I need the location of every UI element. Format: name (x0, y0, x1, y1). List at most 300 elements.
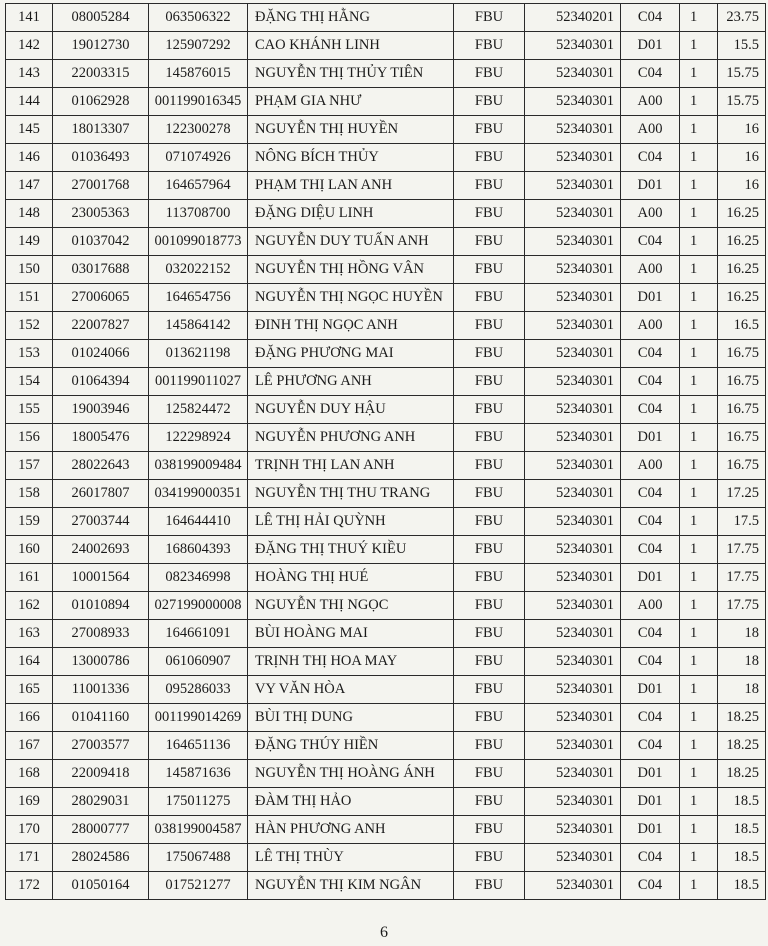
name-cell: NGUYỄN THỊ NGỌC HUYỀN (248, 284, 454, 312)
subject-group-cell: A00 (621, 88, 680, 116)
major-code-cell: 52340301 (525, 60, 621, 88)
name-cell: NGUYỄN THỊ THỦY TIÊN (248, 60, 454, 88)
major-code-cell: 52340301 (525, 648, 621, 676)
candidate-id-cell: 27003744 (53, 508, 149, 536)
id-number-cell: 164654756 (149, 284, 248, 312)
table-row (6, 172, 766, 200)
stt-cell: 143 (6, 60, 53, 88)
major-code-cell: 52340301 (525, 620, 621, 648)
candidate-id-cell: 27003577 (53, 732, 149, 760)
priority-cell: 1 (680, 340, 718, 368)
school-code-cell: FBU (454, 144, 525, 172)
id-number-cell: 038199009484 (149, 452, 248, 480)
school-code-cell: FBU (454, 760, 525, 788)
priority-cell: 1 (680, 200, 718, 228)
name-cell: NGUYỄN DUY TUẤN ANH (248, 228, 454, 256)
score-cell: 17.25 (718, 480, 766, 508)
candidate-id-cell: 27008933 (53, 620, 149, 648)
priority-cell: 1 (680, 116, 718, 144)
priority-cell: 1 (680, 88, 718, 116)
candidate-id-cell: 01036493 (53, 144, 149, 172)
score-cell: 16.25 (718, 284, 766, 312)
priority-cell: 1 (680, 564, 718, 592)
school-code-cell: FBU (454, 228, 525, 256)
id-number-cell: 071074926 (149, 144, 248, 172)
school-code-cell: FBU (454, 592, 525, 620)
subject-group-cell: D01 (621, 284, 680, 312)
priority-cell: 1 (680, 704, 718, 732)
id-number-cell: 145864142 (149, 312, 248, 340)
priority-cell: 1 (680, 732, 718, 760)
subject-group-cell: C04 (621, 480, 680, 508)
candidate-id-cell: 01010894 (53, 592, 149, 620)
id-number-cell: 122298924 (149, 424, 248, 452)
table-row (6, 368, 766, 396)
score-cell: 15.75 (718, 60, 766, 88)
name-cell: ĐẶNG THỊ THUÝ KIỀU (248, 536, 454, 564)
stt-cell: 160 (6, 536, 53, 564)
name-cell: VY VĂN HÒA (248, 676, 454, 704)
stt-cell: 167 (6, 732, 53, 760)
subject-group-cell: C04 (621, 228, 680, 256)
stt-cell: 157 (6, 452, 53, 480)
priority-cell: 1 (680, 620, 718, 648)
stt-cell: 147 (6, 172, 53, 200)
school-code-cell: FBU (454, 452, 525, 480)
candidate-id-cell: 22007827 (53, 312, 149, 340)
major-code-cell: 52340301 (525, 88, 621, 116)
stt-cell: 172 (6, 872, 53, 900)
id-number-cell: 164644410 (149, 508, 248, 536)
priority-cell: 1 (680, 32, 718, 60)
subject-group-cell: D01 (621, 32, 680, 60)
table-row (6, 396, 766, 424)
major-code-cell: 52340301 (525, 844, 621, 872)
score-cell: 23.75 (718, 4, 766, 32)
candidate-id-cell: 01024066 (53, 340, 149, 368)
id-number-cell: 164657964 (149, 172, 248, 200)
id-number-cell: 095286033 (149, 676, 248, 704)
stt-cell: 162 (6, 592, 53, 620)
school-code-cell: FBU (454, 844, 525, 872)
name-cell: ĐẶNG PHƯƠNG MAI (248, 340, 454, 368)
major-code-cell: 52340301 (525, 284, 621, 312)
id-number-cell: 032022152 (149, 256, 248, 284)
major-code-cell: 52340301 (525, 116, 621, 144)
priority-cell: 1 (680, 396, 718, 424)
id-number-cell: 001199014269 (149, 704, 248, 732)
subject-group-cell: D01 (621, 788, 680, 816)
stt-cell: 166 (6, 704, 53, 732)
score-cell: 16 (718, 144, 766, 172)
name-cell: PHẠM THỊ LAN ANH (248, 172, 454, 200)
priority-cell: 1 (680, 508, 718, 536)
subject-group-cell: C04 (621, 704, 680, 732)
subject-group-cell: C04 (621, 396, 680, 424)
school-code-cell: FBU (454, 32, 525, 60)
id-number-cell: 175067488 (149, 844, 248, 872)
stt-cell: 169 (6, 788, 53, 816)
stt-cell: 150 (6, 256, 53, 284)
score-cell: 18.5 (718, 844, 766, 872)
major-code-cell: 52340301 (525, 816, 621, 844)
major-code-cell: 52340301 (525, 676, 621, 704)
table-row (6, 564, 766, 592)
major-code-cell: 52340301 (525, 256, 621, 284)
candidate-id-cell: 01064394 (53, 368, 149, 396)
candidate-id-cell: 19003946 (53, 396, 149, 424)
score-cell: 16.25 (718, 200, 766, 228)
candidate-id-cell: 18005476 (53, 424, 149, 452)
admission-results-table (5, 3, 766, 900)
subject-group-cell: C04 (621, 648, 680, 676)
id-number-cell: 122300278 (149, 116, 248, 144)
score-cell: 18.25 (718, 732, 766, 760)
stt-cell: 165 (6, 676, 53, 704)
table-row (6, 508, 766, 536)
school-code-cell: FBU (454, 564, 525, 592)
table-row (6, 4, 766, 32)
subject-group-cell: A00 (621, 200, 680, 228)
table-row (6, 60, 766, 88)
candidate-id-cell: 08005284 (53, 4, 149, 32)
major-code-cell: 52340301 (525, 508, 621, 536)
table-row (6, 872, 766, 900)
score-cell: 16.75 (718, 452, 766, 480)
id-number-cell: 063506322 (149, 4, 248, 32)
id-number-cell: 164651136 (149, 732, 248, 760)
priority-cell: 1 (680, 788, 718, 816)
id-number-cell: 027199000008 (149, 592, 248, 620)
score-cell: 18.25 (718, 760, 766, 788)
candidate-id-cell: 01041160 (53, 704, 149, 732)
candidate-id-cell: 27006065 (53, 284, 149, 312)
school-code-cell: FBU (454, 788, 525, 816)
stt-cell: 152 (6, 312, 53, 340)
name-cell: NGUYỄN DUY HẬU (248, 396, 454, 424)
school-code-cell: FBU (454, 396, 525, 424)
table-row (6, 620, 766, 648)
score-cell: 15.5 (718, 32, 766, 60)
score-cell: 16.25 (718, 228, 766, 256)
stt-cell: 156 (6, 424, 53, 452)
school-code-cell: FBU (454, 200, 525, 228)
table-row (6, 340, 766, 368)
priority-cell: 1 (680, 844, 718, 872)
score-cell: 16.75 (718, 424, 766, 452)
score-cell: 16.5 (718, 312, 766, 340)
score-cell: 16 (718, 116, 766, 144)
table-row (6, 88, 766, 116)
major-code-cell: 52340301 (525, 564, 621, 592)
priority-cell: 1 (680, 816, 718, 844)
major-code-cell: 52340301 (525, 144, 621, 172)
candidate-id-cell: 23005363 (53, 200, 149, 228)
id-number-cell: 168604393 (149, 536, 248, 564)
score-cell: 18.5 (718, 816, 766, 844)
subject-group-cell: A00 (621, 452, 680, 480)
priority-cell: 1 (680, 536, 718, 564)
table-row (6, 732, 766, 760)
stt-cell: 158 (6, 480, 53, 508)
name-cell: NGUYỄN THỊ NGỌC (248, 592, 454, 620)
score-cell: 16.75 (718, 396, 766, 424)
subject-group-cell: C04 (621, 144, 680, 172)
major-code-cell: 52340301 (525, 732, 621, 760)
table-row (6, 676, 766, 704)
priority-cell: 1 (680, 760, 718, 788)
subject-group-cell: A00 (621, 116, 680, 144)
score-cell: 18 (718, 676, 766, 704)
id-number-cell: 001199011027 (149, 368, 248, 396)
score-cell: 16.25 (718, 256, 766, 284)
score-cell: 18 (718, 648, 766, 676)
major-code-cell: 52340301 (525, 340, 621, 368)
name-cell: NGUYỄN PHƯƠNG ANH (248, 424, 454, 452)
table-row (6, 312, 766, 340)
score-cell: 18.25 (718, 704, 766, 732)
school-code-cell: FBU (454, 312, 525, 340)
school-code-cell: FBU (454, 816, 525, 844)
candidate-id-cell: 28000777 (53, 816, 149, 844)
candidate-id-cell: 27001768 (53, 172, 149, 200)
name-cell: TRỊNH THỊ HOA MAY (248, 648, 454, 676)
major-code-cell: 52340301 (525, 228, 621, 256)
score-cell: 17.75 (718, 536, 766, 564)
school-code-cell: FBU (454, 116, 525, 144)
stt-cell: 145 (6, 116, 53, 144)
score-cell: 18.5 (718, 788, 766, 816)
priority-cell: 1 (680, 256, 718, 284)
priority-cell: 1 (680, 368, 718, 396)
subject-group-cell: C04 (621, 844, 680, 872)
id-number-cell: 001099018773 (149, 228, 248, 256)
name-cell: CAO KHÁNH LINH (248, 32, 454, 60)
subject-group-cell: C04 (621, 368, 680, 396)
subject-group-cell: C04 (621, 508, 680, 536)
stt-cell: 151 (6, 284, 53, 312)
page-number: 6 (380, 924, 388, 941)
score-cell: 16.75 (718, 340, 766, 368)
id-number-cell: 001199016345 (149, 88, 248, 116)
school-code-cell: FBU (454, 732, 525, 760)
table-row (6, 200, 766, 228)
major-code-cell: 52340301 (525, 396, 621, 424)
major-code-cell: 52340301 (525, 788, 621, 816)
stt-cell: 149 (6, 228, 53, 256)
school-code-cell: FBU (454, 480, 525, 508)
stt-cell: 163 (6, 620, 53, 648)
name-cell: BÙI HOÀNG MAI (248, 620, 454, 648)
table-row (6, 536, 766, 564)
priority-cell: 1 (680, 228, 718, 256)
name-cell: PHẠM GIA NHƯ (248, 88, 454, 116)
candidate-id-cell: 22009418 (53, 760, 149, 788)
name-cell: NGUYỄN THỊ HUYỀN (248, 116, 454, 144)
major-code-cell: 52340301 (525, 480, 621, 508)
subject-group-cell: A00 (621, 312, 680, 340)
major-code-cell: 52340301 (525, 312, 621, 340)
table-row (6, 424, 766, 452)
name-cell: ĐẶNG THÚY HIỀN (248, 732, 454, 760)
stt-cell: 168 (6, 760, 53, 788)
school-code-cell: FBU (454, 60, 525, 88)
subject-group-cell: A00 (621, 592, 680, 620)
id-number-cell: 145876015 (149, 60, 248, 88)
major-code-cell: 52340301 (525, 32, 621, 60)
subject-group-cell: D01 (621, 676, 680, 704)
id-number-cell: 125907292 (149, 32, 248, 60)
candidate-id-cell: 28029031 (53, 788, 149, 816)
subject-group-cell: C04 (621, 620, 680, 648)
candidate-id-cell: 03017688 (53, 256, 149, 284)
priority-cell: 1 (680, 60, 718, 88)
subject-group-cell: C04 (621, 536, 680, 564)
priority-cell: 1 (680, 648, 718, 676)
table-row (6, 32, 766, 60)
id-number-cell: 145871636 (149, 760, 248, 788)
stt-cell: 141 (6, 4, 53, 32)
table-row (6, 228, 766, 256)
table-row (6, 480, 766, 508)
name-cell: ĐẶNG THỊ HẰNG (248, 4, 454, 32)
school-code-cell: FBU (454, 704, 525, 732)
major-code-cell: 52340301 (525, 172, 621, 200)
name-cell: ĐINH THỊ NGỌC ANH (248, 312, 454, 340)
major-code-cell: 52340301 (525, 536, 621, 564)
school-code-cell: FBU (454, 648, 525, 676)
subject-group-cell: D01 (621, 760, 680, 788)
score-cell: 16 (718, 172, 766, 200)
table-row (6, 648, 766, 676)
candidate-id-cell: 01050164 (53, 872, 149, 900)
stt-cell: 159 (6, 508, 53, 536)
score-cell: 17.5 (718, 508, 766, 536)
school-code-cell: FBU (454, 368, 525, 396)
stt-cell: 153 (6, 340, 53, 368)
table-row (6, 788, 766, 816)
major-code-cell: 52340301 (525, 760, 621, 788)
candidate-id-cell: 26017807 (53, 480, 149, 508)
stt-cell: 161 (6, 564, 53, 592)
name-cell: NGUYỄN THỊ HOÀNG ÁNH (248, 760, 454, 788)
table-row (6, 592, 766, 620)
name-cell: LÊ PHƯƠNG ANH (248, 368, 454, 396)
candidate-id-cell: 24002693 (53, 536, 149, 564)
table-row (6, 284, 766, 312)
name-cell: HÀN PHƯƠNG ANH (248, 816, 454, 844)
stt-cell: 146 (6, 144, 53, 172)
stt-cell: 170 (6, 816, 53, 844)
school-code-cell: FBU (454, 536, 525, 564)
table-row (6, 452, 766, 480)
name-cell: ĐẶNG DIỆU LINH (248, 200, 454, 228)
id-number-cell: 164661091 (149, 620, 248, 648)
table-row (6, 816, 766, 844)
id-number-cell: 034199000351 (149, 480, 248, 508)
priority-cell: 1 (680, 592, 718, 620)
candidate-id-cell: 28022643 (53, 452, 149, 480)
school-code-cell: FBU (454, 284, 525, 312)
major-code-cell: 52340301 (525, 872, 621, 900)
priority-cell: 1 (680, 424, 718, 452)
candidate-id-cell: 28024586 (53, 844, 149, 872)
major-code-cell: 52340301 (525, 452, 621, 480)
subject-group-cell: C04 (621, 4, 680, 32)
school-code-cell: FBU (454, 872, 525, 900)
priority-cell: 1 (680, 172, 718, 200)
school-code-cell: FBU (454, 256, 525, 284)
school-code-cell: FBU (454, 508, 525, 536)
stt-cell: 171 (6, 844, 53, 872)
priority-cell: 1 (680, 312, 718, 340)
table-row (6, 116, 766, 144)
major-code-cell: 52340201 (525, 4, 621, 32)
subject-group-cell: D01 (621, 424, 680, 452)
candidate-id-cell: 10001564 (53, 564, 149, 592)
school-code-cell: FBU (454, 4, 525, 32)
table-row (6, 760, 766, 788)
major-code-cell: 52340301 (525, 592, 621, 620)
school-code-cell: FBU (454, 620, 525, 648)
id-number-cell: 017521277 (149, 872, 248, 900)
subject-group-cell: C04 (621, 872, 680, 900)
id-number-cell: 113708700 (149, 200, 248, 228)
id-number-cell: 061060907 (149, 648, 248, 676)
candidate-id-cell: 01062928 (53, 88, 149, 116)
name-cell: NGUYỄN THỊ KIM NGÂN (248, 872, 454, 900)
candidate-id-cell: 19012730 (53, 32, 149, 60)
score-cell: 17.75 (718, 564, 766, 592)
stt-cell: 142 (6, 32, 53, 60)
major-code-cell: 52340301 (525, 200, 621, 228)
score-cell: 17.75 (718, 592, 766, 620)
school-code-cell: FBU (454, 424, 525, 452)
priority-cell: 1 (680, 144, 718, 172)
table-row (6, 256, 766, 284)
school-code-cell: FBU (454, 88, 525, 116)
candidate-id-cell: 01037042 (53, 228, 149, 256)
subject-group-cell: C04 (621, 732, 680, 760)
id-number-cell: 125824472 (149, 396, 248, 424)
major-code-cell: 52340301 (525, 704, 621, 732)
candidate-id-cell: 13000786 (53, 648, 149, 676)
stt-cell: 164 (6, 648, 53, 676)
id-number-cell: 013621198 (149, 340, 248, 368)
candidate-id-cell: 11001336 (53, 676, 149, 704)
priority-cell: 1 (680, 4, 718, 32)
table-row (6, 144, 766, 172)
name-cell: NÔNG BÍCH THỦY (248, 144, 454, 172)
subject-group-cell: D01 (621, 816, 680, 844)
name-cell: NGUYỄN THỊ THU TRANG (248, 480, 454, 508)
priority-cell: 1 (680, 284, 718, 312)
score-cell: 18.5 (718, 872, 766, 900)
stt-cell: 154 (6, 368, 53, 396)
name-cell: BÙI THỊ DUNG (248, 704, 454, 732)
school-code-cell: FBU (454, 676, 525, 704)
candidate-id-cell: 18013307 (53, 116, 149, 144)
score-cell: 15.75 (718, 88, 766, 116)
subject-group-cell: A00 (621, 256, 680, 284)
table-body (6, 4, 766, 900)
subject-group-cell: C04 (621, 340, 680, 368)
table-row (6, 704, 766, 732)
major-code-cell: 52340301 (525, 368, 621, 396)
table-row (6, 844, 766, 872)
name-cell: NGUYỄN THỊ HỒNG VÂN (248, 256, 454, 284)
name-cell: LÊ THỊ HẢI QUỲNH (248, 508, 454, 536)
